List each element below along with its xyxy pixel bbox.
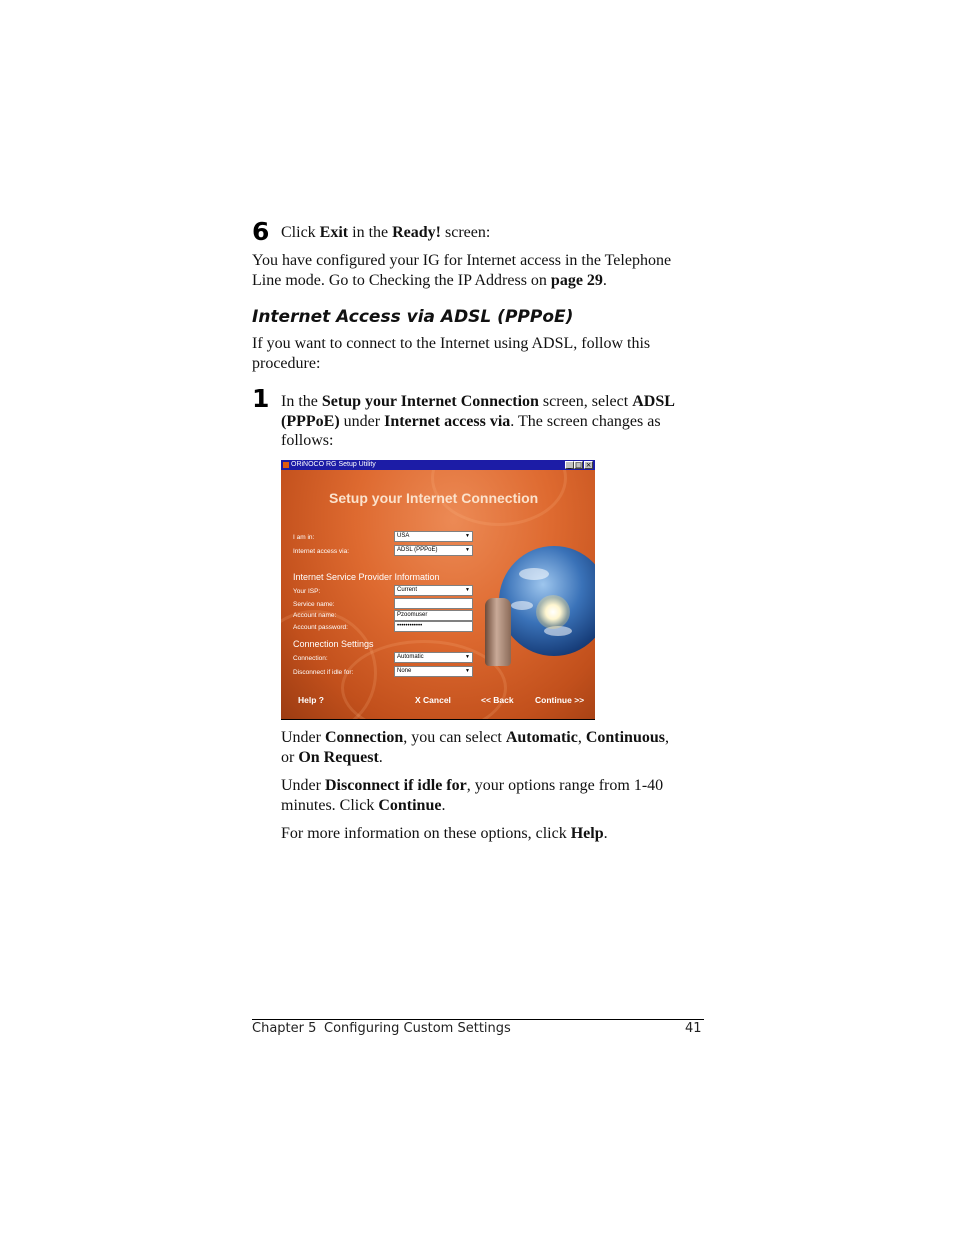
footer-rule (252, 1019, 704, 1020)
access-via-dropdown[interactable]: ADSL (PPPoE) ▼ (394, 545, 473, 556)
connection-dropdown[interactable]: Automatic ▼ (394, 652, 473, 663)
account-name-label: Account name: (293, 612, 337, 619)
panel-title: Setup your Internet Connection (329, 490, 539, 506)
footer-chapter-title: Configuring Custom Settings (324, 1021, 511, 1036)
page-number: 41 (685, 1021, 702, 1036)
step-6-text (281, 223, 490, 243)
step-1-text (281, 392, 675, 451)
bold-text: (PPPoE) (281, 412, 340, 430)
paragraph-line (281, 392, 675, 412)
service-name-label: Service name: (293, 601, 335, 608)
text: In the (281, 393, 322, 410)
paragraph-line: follows: (281, 432, 334, 449)
paragraph-line (281, 728, 669, 748)
window-titlebar (281, 460, 595, 470)
help-button[interactable]: Help ? (298, 695, 324, 705)
text: screen: (441, 224, 491, 241)
idle-dropdown[interactable]: None ▼ (394, 666, 473, 677)
cloud-shape (511, 601, 533, 610)
text: under (339, 412, 385, 430)
text: . The screen changes as (510, 412, 661, 430)
paragraph-line (281, 796, 663, 816)
text: , (577, 729, 586, 746)
paragraph-help (281, 824, 608, 844)
text: Under (281, 777, 325, 794)
text: screen, select (538, 393, 633, 410)
access-via-label: Internet access via: (293, 548, 349, 555)
paragraph-line: procedure: (252, 354, 321, 372)
text: . (441, 796, 446, 814)
back-button[interactable]: << Back (481, 695, 514, 705)
text: , your options range from 1-40 (466, 777, 664, 794)
bold-text: Setup your Internet Connection (321, 393, 539, 410)
page-reference: page 29 (550, 271, 603, 289)
paragraph-line (281, 776, 663, 796)
setup-utility-window (281, 460, 595, 720)
connection-label: Connection: (293, 655, 328, 662)
text: , (664, 729, 669, 746)
text: . (378, 748, 383, 766)
paragraph-line (281, 748, 669, 768)
text: . (603, 825, 608, 842)
i-am-in-dropdown[interactable]: USA ▼ (394, 531, 473, 542)
text: For more information on these options, click (281, 825, 571, 842)
cancel-button[interactable]: X Cancel (415, 695, 451, 705)
bold-text: Help (570, 825, 604, 842)
footer-chapter: Chapter 5 (252, 1021, 317, 1036)
text: Under (281, 729, 325, 746)
close-button[interactable]: × (585, 461, 592, 469)
light-flare (536, 595, 570, 629)
bold-text: ADSL (632, 393, 675, 410)
bold-ready: Ready! (392, 224, 442, 241)
bold-text: Disconnect if idle for (324, 777, 467, 794)
account-name-input[interactable]: Pzoomuser (394, 610, 473, 621)
text: Line mode. Go to Checking the IP Address on (252, 271, 551, 289)
your-isp-label: Your ISP: (293, 588, 321, 595)
bold-text: Connection (324, 729, 404, 746)
text: minutes. Click (281, 796, 379, 814)
account-password-label: Account password: (293, 624, 348, 631)
your-isp-dropdown[interactable]: Current ▼ (394, 585, 473, 596)
text: in the (348, 224, 393, 241)
paragraph-line (252, 271, 671, 291)
i-am-in-label: I am in: (293, 534, 315, 541)
paragraph-adsl-intro (252, 334, 650, 373)
bold-text: Automatic (505, 729, 578, 746)
paragraph-connection-options (281, 728, 669, 767)
paragraph-line: You have configured your IG for Internet access in the Telephone (252, 252, 672, 269)
step-number-1: 1 (252, 384, 270, 413)
bold-text: Internet access via (384, 412, 511, 430)
cloud-shape (519, 568, 549, 580)
text: Click (281, 224, 320, 241)
window-title: ORiNOCO RG Setup Utility (291, 461, 376, 468)
bold-text: Continue (378, 796, 442, 814)
idle-label: Disconnect if idle for: (293, 669, 354, 676)
paragraph-idle-options (281, 776, 663, 815)
account-password-input[interactable]: •••••••••••• (394, 621, 473, 632)
connection-settings-heading: Connection Settings (293, 639, 374, 649)
paragraph-telephone-mode (252, 251, 671, 290)
app-icon (283, 462, 289, 468)
bold-text: Continuous (585, 729, 665, 746)
minimize-button[interactable]: _ (565, 461, 574, 469)
paragraph-line (281, 412, 675, 432)
paragraph-line: If you want to connect to the Internet using ADSL, follow this (252, 335, 651, 352)
text: . (602, 271, 607, 289)
gateway-device-image (485, 598, 511, 666)
bold-exit: Exit (319, 224, 349, 241)
continue-button[interactable]: Continue >> (535, 695, 585, 705)
setup-panel (281, 470, 595, 719)
isp-section-heading: Internet Service Provider Information (293, 572, 440, 582)
text: or (281, 748, 299, 766)
section-heading: Internet Access via ADSL (PPPoE) (252, 307, 574, 327)
step-number-6: 6 (252, 217, 270, 246)
service-name-input[interactable] (394, 598, 473, 609)
text: , you can select (403, 729, 506, 746)
maximize-button[interactable]: □ (575, 461, 582, 469)
bold-text: On Request (298, 748, 379, 766)
